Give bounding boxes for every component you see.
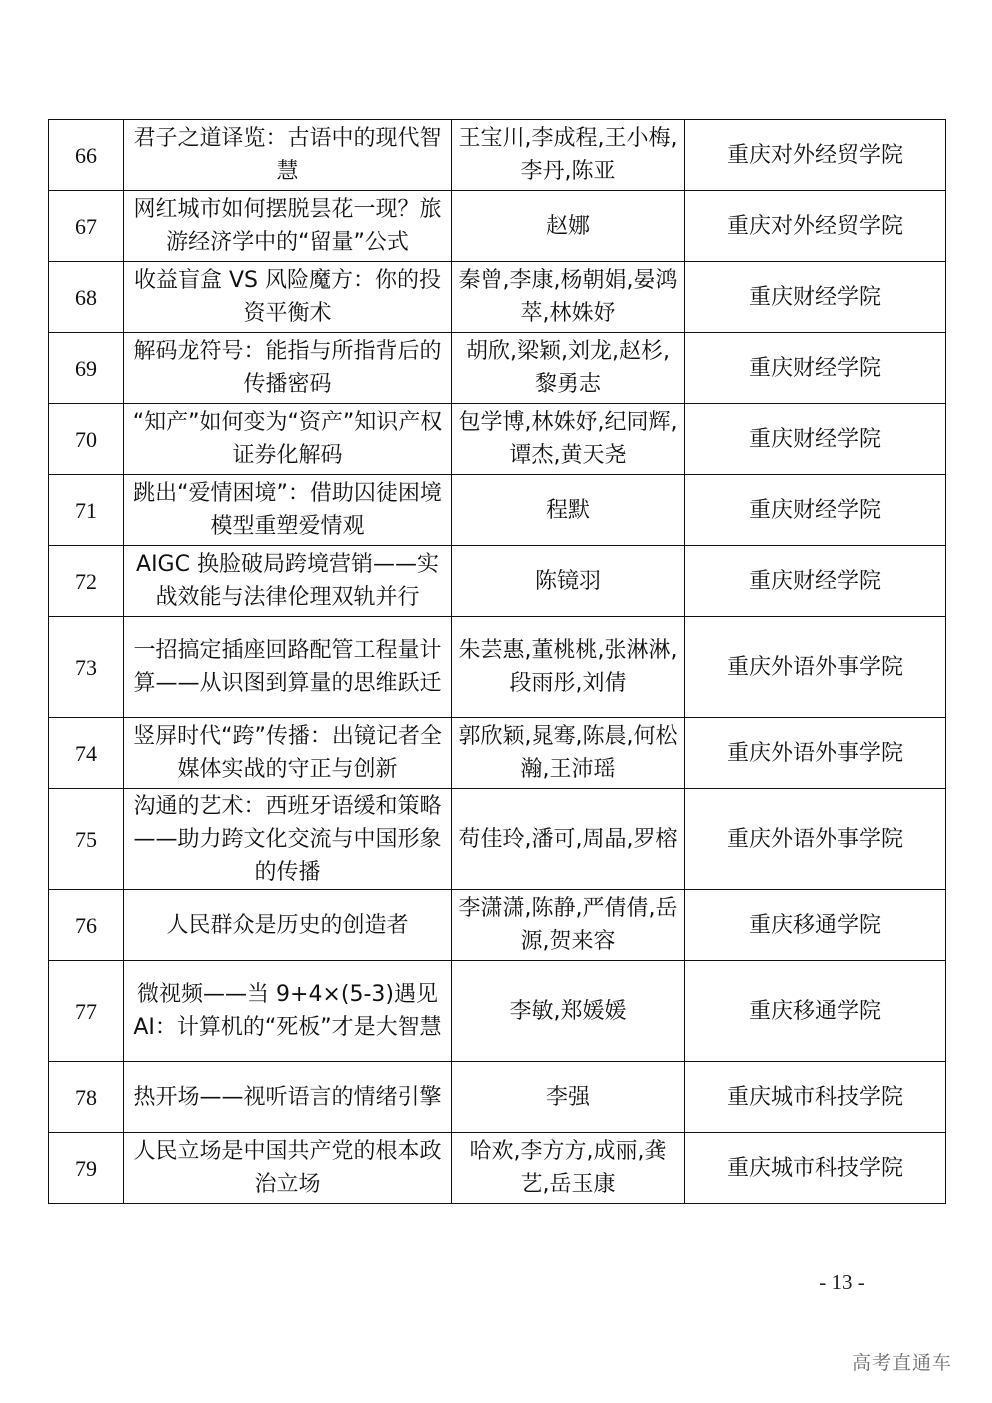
row-number: 71 <box>49 475 124 546</box>
work-title: 人民立场是中国共产党的根本政治立场 <box>124 1133 452 1204</box>
table-row <box>49 961 946 1062</box>
table-row <box>49 1062 946 1133</box>
school: 重庆财经学院 <box>685 546 946 617</box>
school: 重庆外语外事学院 <box>685 789 946 890</box>
authors: 秦曾,李康,杨朝娟,晏鸿萃,林姝妤 <box>452 262 685 333</box>
work-title: 解码龙符号：能指与所指背后的传播密码 <box>124 333 452 404</box>
row-number: 78 <box>49 1062 124 1133</box>
school: 重庆城市科技学院 <box>685 1133 946 1204</box>
work-title: 微视频——当 9+4×(5-3)遇见 AI：计算机的“死板”才是大智慧 <box>124 961 452 1062</box>
table-row <box>49 546 946 617</box>
authors: 郭欣颖,晁骞,陈晨,何松瀚,王沛瑶 <box>452 718 685 789</box>
authors: 王宝川,李成程,王小梅,李丹,陈亚 <box>452 120 685 191</box>
row-number: 79 <box>49 1133 124 1204</box>
row-number: 70 <box>49 404 124 475</box>
watermark-text: 高考直通车 <box>852 1352 953 1374</box>
authors: 包学博,林姝妤,纪同辉,谭杰,黄天尧 <box>452 404 685 475</box>
table-row <box>49 120 946 191</box>
school: 重庆对外经贸学院 <box>685 191 946 262</box>
page-number: - 13 - <box>819 1270 865 1294</box>
authors: 陈镜羽 <box>452 546 685 617</box>
row-number: 76 <box>49 890 124 961</box>
table-row <box>49 890 946 961</box>
work-title: 收益盲盒 VS 风险魔方：你的投资平衡术 <box>124 262 452 333</box>
authors: 李敏,郑媛媛 <box>452 961 685 1062</box>
table-row <box>49 789 946 890</box>
school: 重庆移通学院 <box>685 961 946 1062</box>
table-row <box>49 404 946 475</box>
work-title: 一招搞定插座回路配管工程量计算——从识图到算量的思维跃迁 <box>124 617 452 718</box>
work-title: 网红城市如何摆脱昙花一现？旅游经济学中的“留量”公式 <box>124 191 452 262</box>
table-row <box>49 191 946 262</box>
table-row <box>49 262 946 333</box>
work-title: 热开场——视听语言的情绪引擎 <box>124 1062 452 1133</box>
school: 重庆城市科技学院 <box>685 1062 946 1133</box>
authors: 李潇潇,陈静,严倩倩,岳源,贺来容 <box>452 890 685 961</box>
row-number: 68 <box>49 262 124 333</box>
authors: 赵娜 <box>452 191 685 262</box>
work-title: 君子之道译览：古语中的现代智慧 <box>124 120 452 191</box>
row-number: 77 <box>49 961 124 1062</box>
school: 重庆外语外事学院 <box>685 718 946 789</box>
row-number: 69 <box>49 333 124 404</box>
table-row <box>49 617 946 718</box>
row-number: 75 <box>49 789 124 890</box>
school: 重庆财经学院 <box>685 475 946 546</box>
award-list-table <box>48 119 946 1204</box>
work-title: 竖屏时代“跨”传播：出镜记者全媒体实战的守正与创新 <box>124 718 452 789</box>
work-title: 跳出“爱情困境”：借助囚徒困境模型重塑爱情观 <box>124 475 452 546</box>
row-number: 73 <box>49 617 124 718</box>
row-number: 74 <box>49 718 124 789</box>
work-title: “知产”如何变为“资产”知识产权证券化解码 <box>124 404 452 475</box>
school: 重庆财经学院 <box>685 262 946 333</box>
school: 重庆移通学院 <box>685 890 946 961</box>
school: 重庆财经学院 <box>685 404 946 475</box>
work-title: 沟通的艺术：西班牙语缓和策略——助力跨文化交流与中国形象的传播 <box>124 789 452 890</box>
authors: 朱芸惠,董桃桃,张淋淋,段雨彤,刘倩 <box>452 617 685 718</box>
table-row <box>49 1133 946 1204</box>
table-row <box>49 718 946 789</box>
work-title: AIGC 换脸破局跨境营销——实战效能与法律伦理双轨并行 <box>124 546 452 617</box>
school: 重庆对外经贸学院 <box>685 120 946 191</box>
work-title: 人民群众是历史的创造者 <box>124 890 452 961</box>
authors: 哈欢,李方方,成丽,龚艺,岳玉康 <box>452 1133 685 1204</box>
authors: 胡欣,梁颖,刘龙,赵杉,黎勇志 <box>452 333 685 404</box>
row-number: 72 <box>49 546 124 617</box>
table-row <box>49 333 946 404</box>
school: 重庆外语外事学院 <box>685 617 946 718</box>
authors: 苟佳玲,潘可,周晶,罗榕 <box>452 789 685 890</box>
school: 重庆财经学院 <box>685 333 946 404</box>
authors: 李强 <box>452 1062 685 1133</box>
row-number: 67 <box>49 191 124 262</box>
row-number: 66 <box>49 120 124 191</box>
authors: 程默 <box>452 475 685 546</box>
table-row <box>49 475 946 546</box>
